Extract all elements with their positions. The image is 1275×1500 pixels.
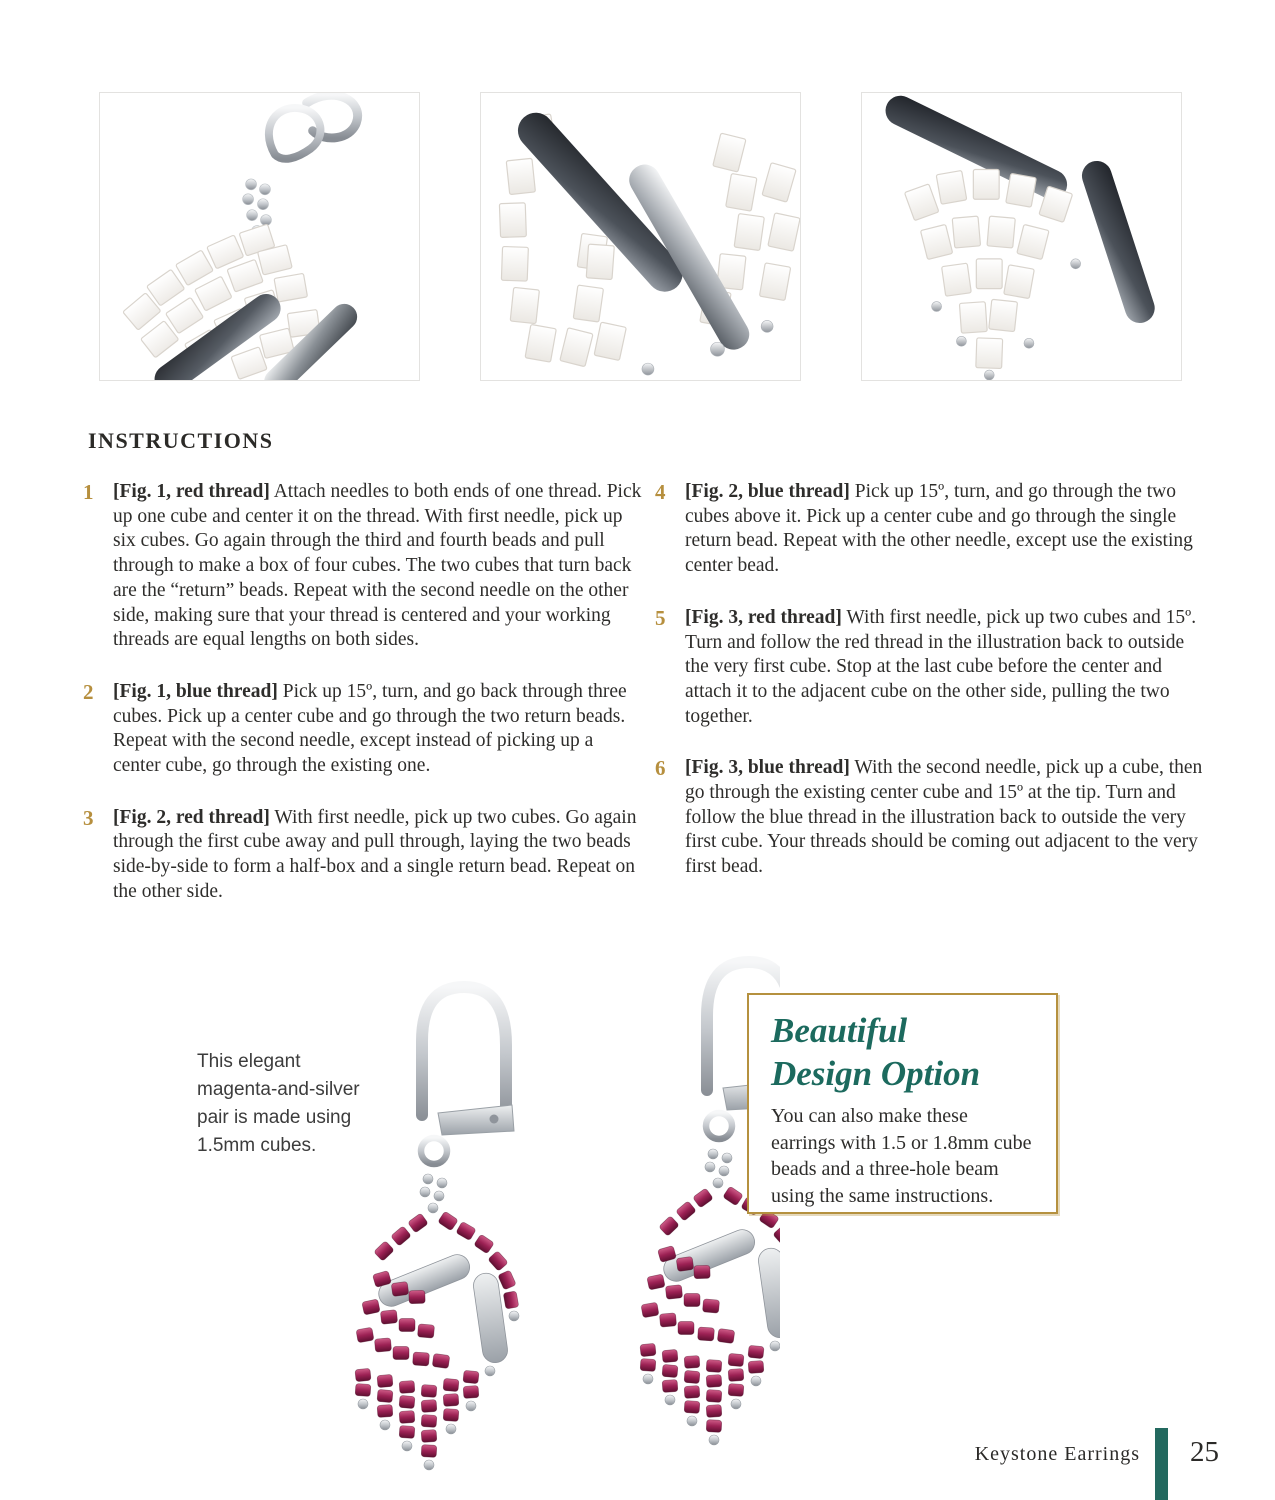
bead-cluster <box>355 1174 519 1470</box>
step-number: 4 <box>655 480 666 504</box>
instruction-step-4 <box>655 480 1211 579</box>
instructions-heading: INSTRUCTIONS <box>88 428 274 453</box>
figure-reference: [Fig. 2, blue thread] <box>685 481 850 502</box>
ear-wire-icon <box>269 95 358 159</box>
instruction-step-3 <box>83 806 645 905</box>
step-text <box>113 480 645 653</box>
closeup-fringe-illustration <box>862 93 1181 380</box>
instruction-step-2 <box>83 680 645 779</box>
step-text <box>685 606 1211 730</box>
callout-body-line: beads and a three-hole beam <box>771 1158 999 1180</box>
step-instruction: Pick up 15º, turn, and go back through three cubes. Pick up a center cube and go through the two return beads. Repeat with the second needle, except instead of picking up a center cube, go through the existing one. <box>113 680 627 777</box>
step-text <box>685 756 1211 880</box>
photo-magenta-earrings <box>320 945 780 1480</box>
caption-line: 1.5mm cubes. <box>197 1135 317 1156</box>
step-number: 5 <box>655 605 666 630</box>
figure-reference: [Fig. 1, red thread] <box>113 481 270 502</box>
step-instruction: Pick up 15º, turn, and go through the two cubes above it. Pick up a center cube and go through the single return bead. Repeat with the other needle, except use the existing center bead. <box>685 481 1193 577</box>
footer-chapter-title: Keystone Earrings <box>974 1443 1140 1465</box>
closeup-earwire-illustration <box>100 93 419 380</box>
caption-line: pair is made using <box>197 1107 352 1128</box>
step-instruction: With first needle, pick up two cubes. Go again through the first cube away and pull through, laying the two beads side-by-side to form a half-box and a single return bead. Repeat on the other side. <box>113 806 637 902</box>
step-text <box>113 680 645 779</box>
step-instruction: Attach needles to both ends of one thread. Pick up one cube and center it on the thread. With first needle, pick up six cubes. Go again through the third and fourth beads and pull through to make a box of four cubes. The two cubes that turn back are the “return” beads. Repeat with the second needle on the other side, making sure that your thread is centered and your working threads are equal lengths on both sides. <box>113 481 642 651</box>
design-option-callout <box>747 993 1058 1214</box>
callout-body-line: using the same instructions. <box>771 1184 994 1207</box>
step-number: 3 <box>83 805 94 830</box>
callout-body <box>771 1103 1038 1209</box>
instruction-step-6 <box>655 756 1211 880</box>
caption-line: magenta-and-silver <box>197 1079 360 1100</box>
step-instruction: With the second needle, pick up a cube, then go through the existing center cube and 15º at the tip. Turn and follow the blue thread in the illustration back to outside the very first cube. Your threads should be coming out adjacent to the very first bead. <box>685 757 1203 878</box>
caption-line: This elegant <box>197 1051 301 1072</box>
instructions-column-left <box>83 480 645 932</box>
figure-reference: [Fig. 3, red thread] <box>685 606 842 628</box>
callout-body-line: earrings with 1.5 or 1.8mm cube <box>771 1131 1032 1154</box>
figure-reference: [Fig. 1, blue thread] <box>113 680 278 702</box>
step-number: 6 <box>655 756 666 781</box>
figure-reference: [Fig. 3, blue thread] <box>685 757 850 779</box>
lever-back-earwire-icon <box>421 987 514 1164</box>
callout-body-line: You can also make these <box>771 1105 968 1127</box>
instructions-column-right <box>655 480 1211 907</box>
seed-beads <box>642 320 773 375</box>
step-number: 1 <box>83 480 94 504</box>
step-text <box>113 806 645 905</box>
step-number: 2 <box>83 679 94 704</box>
step-instruction: With first needle, pick up two cubes and 15º. Turn and follow the red thread in the illustration back to outside the very first cube. Stop at the last cube before the center and attach it to the adjacent cube on the other side, pulling the two together. <box>685 606 1197 727</box>
seed-bead-strand <box>420 1174 447 1213</box>
crystal-cube-fan <box>904 169 1072 368</box>
photo-closeup-beams <box>480 92 801 381</box>
photo-closeup-earwire <box>99 92 420 381</box>
photo-closeup-fringe <box>861 92 1182 381</box>
magenta-cube-beads <box>355 1271 479 1458</box>
step-text <box>685 480 1211 579</box>
callout-title-line1: Beautiful <box>771 1011 908 1050</box>
footer-page-number: 25 <box>1190 1436 1219 1468</box>
callout-title <box>771 1009 1038 1095</box>
callout-title-line2: Design Option <box>771 1054 981 1093</box>
figure-reference: [Fig. 2, red thread] <box>113 806 270 828</box>
closeup-beams-illustration <box>481 93 800 380</box>
instruction-step-5 <box>655 606 1211 730</box>
footer-accent-bar <box>1155 1428 1168 1500</box>
instruction-step-1 <box>83 480 645 653</box>
earring <box>355 987 519 1470</box>
